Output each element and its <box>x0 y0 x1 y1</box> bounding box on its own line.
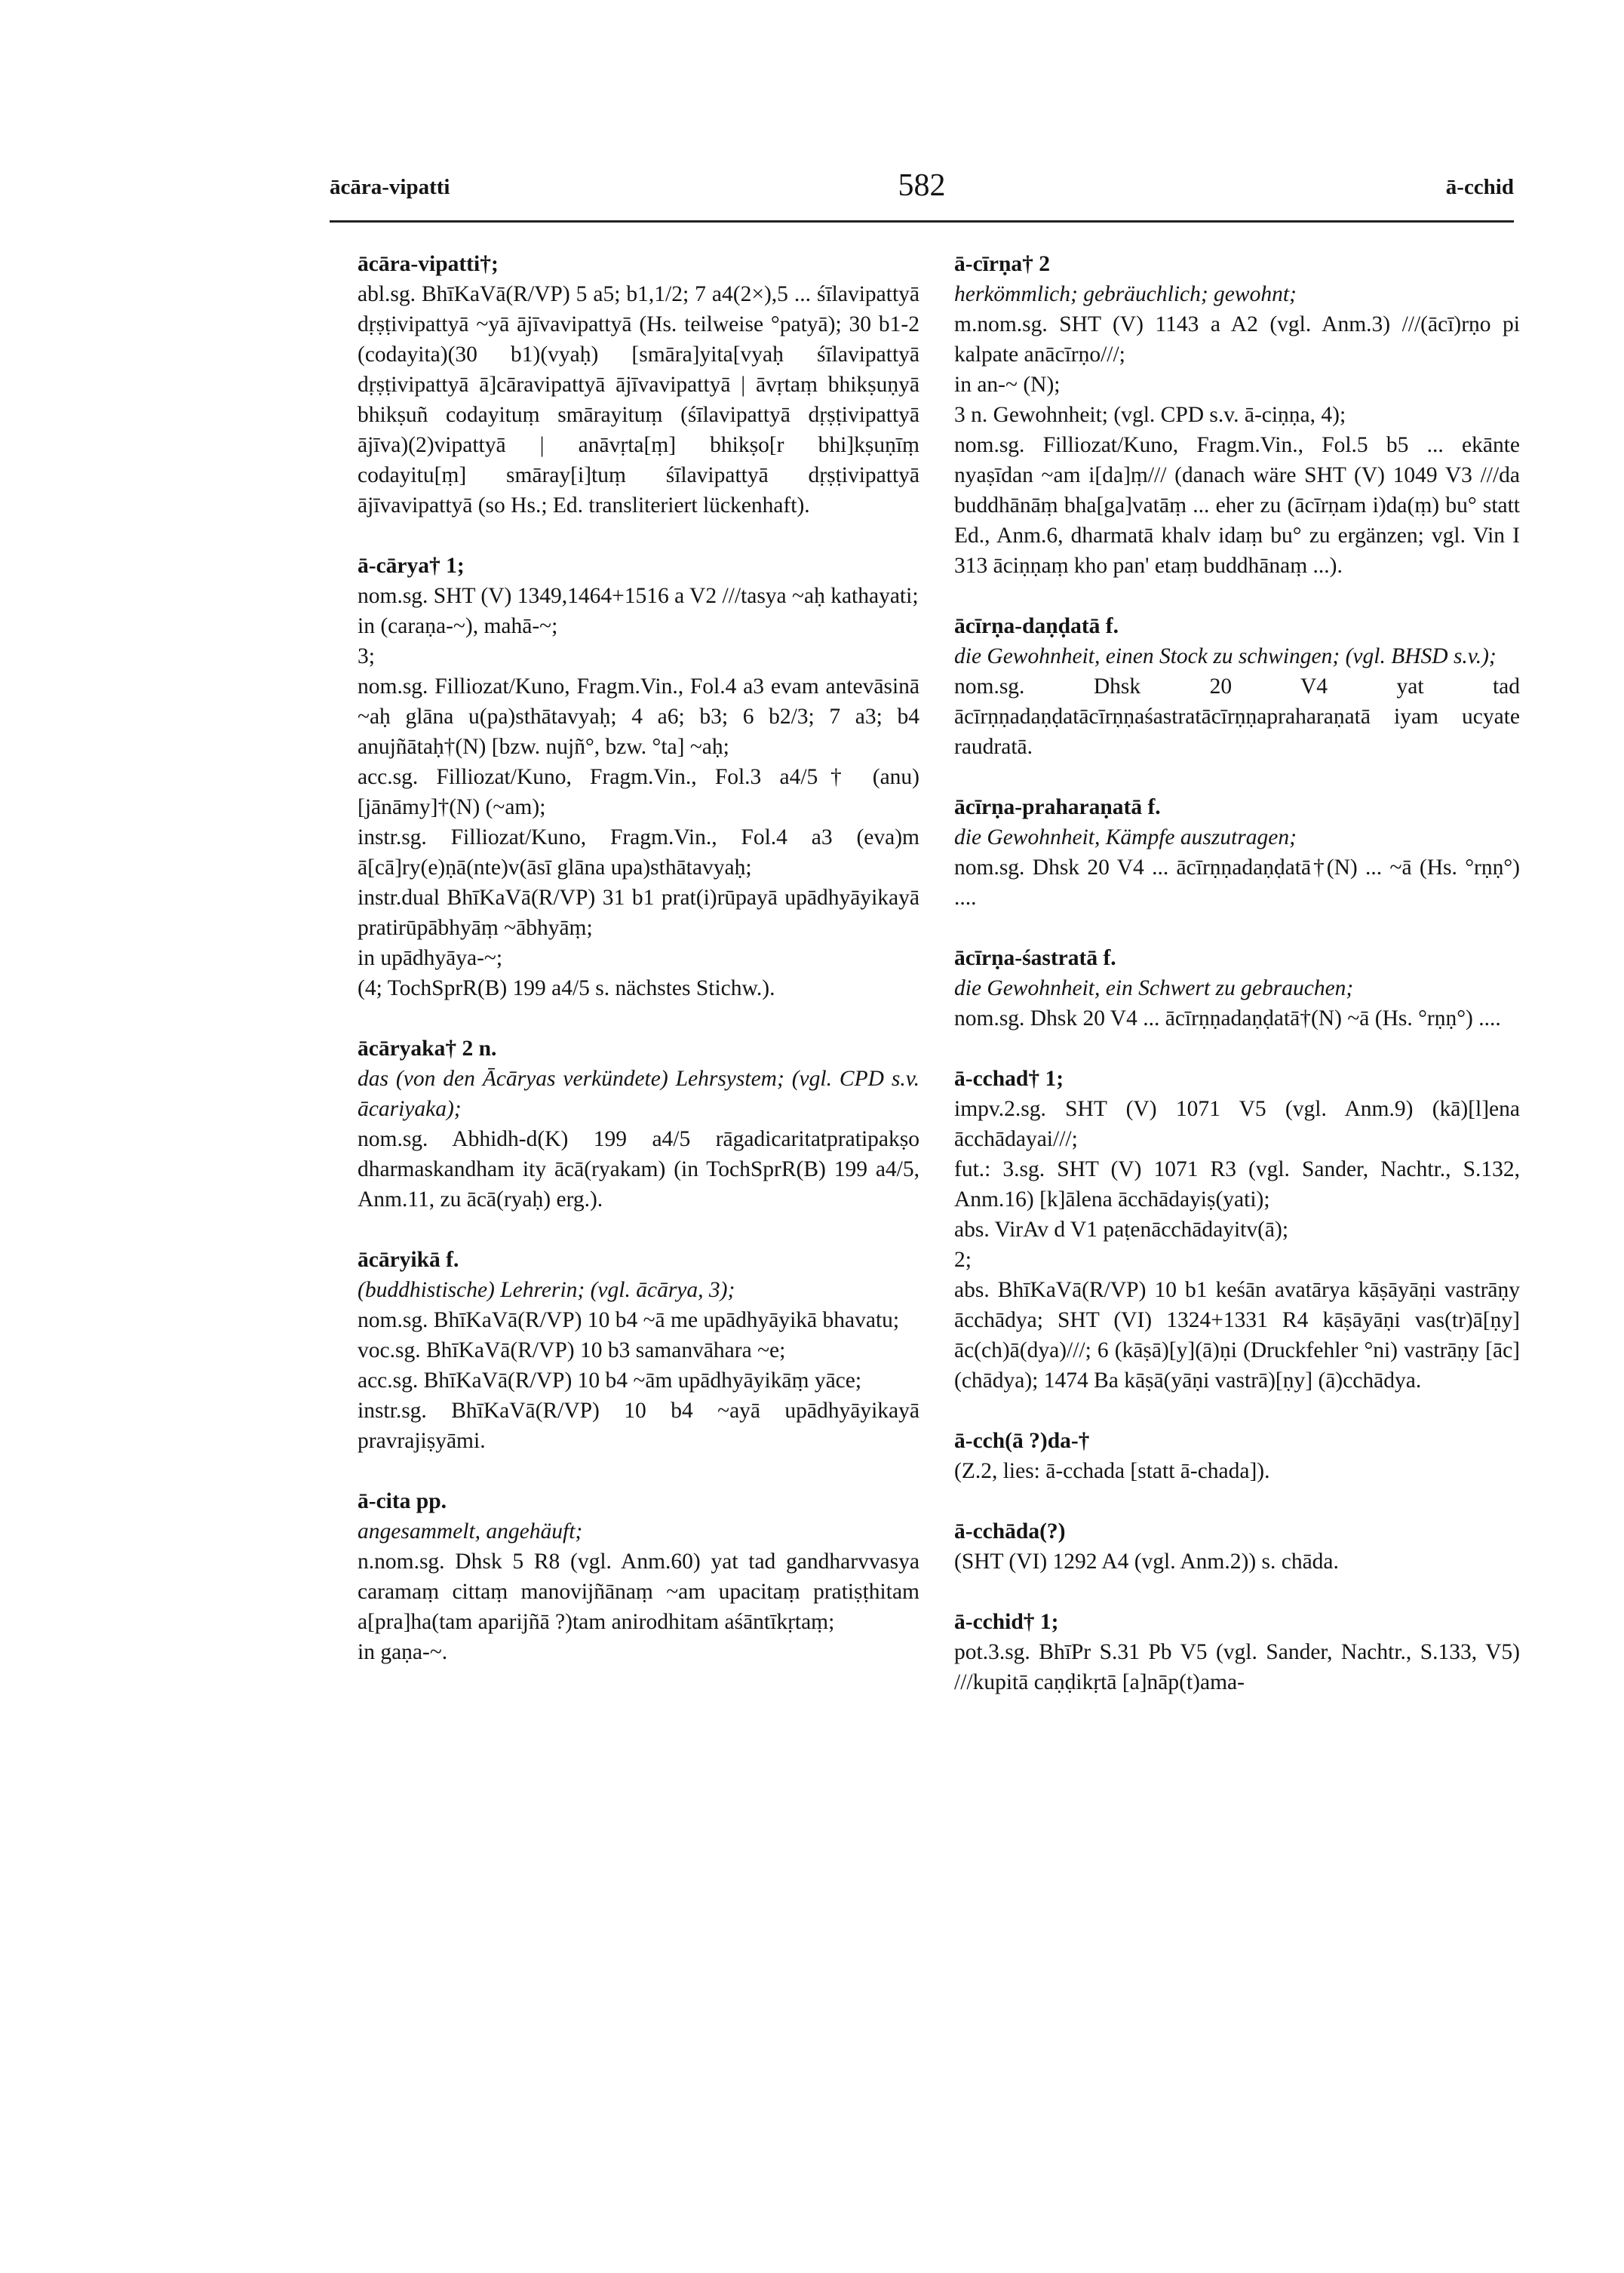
entry-headword: ācāryaka† 2 n. <box>358 1037 497 1061</box>
entry-line: voc.sg. BhīKaVā(R/VP) 10 b3 samanvāhara ~e; <box>358 1338 786 1362</box>
entry-line: (4; TochSprR(B) 199 a4/5 s. nächstes Stichw.). <box>358 976 775 1000</box>
entry-line: nom.sg. Dhsk 20 V4 ... ācīrṇṇadaṇḍatā†(N) ... ~ā (Hs. °rṇṇ°) .... <box>954 855 1520 910</box>
running-head-right: ā-cchid <box>1445 175 1514 199</box>
entry-line: nom.sg. Filliozat/Kuno, Fragm.Vin., Fol.5 b5 ... ekānte nyaṣīdan ~am i[da]ṃ/// (danach wäre SHT (V) 1049 V3 ///da buddhānāṃ bha[ga]vatāṃ ... eher zu (ācīrṇam i)da(ṃ) bu° statt Ed., Anm.6, dharmatā khalv idaṃ bu° zu ergänzen; vgl. Vin I 313 āciṇṇaṃ kho pan' etaṃ buddhānaṃ ...). <box>954 433 1520 578</box>
entry-gloss: die Gewohnheit, ein Schwert zu gebrauchen; <box>954 976 1354 1000</box>
entry-line: m.nom.sg. SHT (V) 1143 a A2 (vgl. Anm.3) ///(ācī)rṇo pi kalpate anācīrṇo///; <box>954 312 1520 367</box>
entry-gloss: das (von den Ācāryas verkündete) Lehrsystem; (vgl. CPD s.v. ācariyaka); <box>358 1067 919 1121</box>
right-column <box>954 249 1520 1728</box>
entry-headword: ācāryikā f. <box>358 1248 459 1272</box>
entry-line: acc.sg. Filliozat/Kuno, Fragm.Vin., Fol.3 a4/5† (anu)[jānāmy]†(N) (~am); <box>358 765 919 819</box>
page-number: 582 <box>898 168 946 203</box>
entry-gloss: (buddhistische) Lehrerin; (vgl. ācārya, 3); <box>358 1278 735 1302</box>
entry-line: pot.3.sg. BhīPr S.31 Pb V5 (vgl. Sander, Nachtr., S.133, V5) ///kupitā caṇḍikṛtā [a]nāp(t)ama- <box>954 1640 1520 1694</box>
entry-a-carya <box>358 551 919 1003</box>
entry-headword: ā-cchid† 1; <box>954 1610 1059 1634</box>
entry-headword: ā-cch(ā ?)da-† <box>954 1429 1090 1453</box>
entry-headword: ā-cīrṇa† 2 <box>954 252 1050 276</box>
entry-line: in upādhyāya-~; <box>358 946 503 970</box>
entry-line: 2; <box>954 1248 972 1272</box>
entry-line: abl.sg. BhīKaVā(R/VP) 5 a5; b1,1/2; 7 a4(2×),5 ... śīlavipattyā dṛṣṭivipattyā ~yā ājīvavipattyā (Hs. teilweise °patyā); 30 b1-2 (codayita)(30 b1)(vyaḥ) [smāra]yita[vyaḥ śīlavipattyā dṛṣṭivipattyā ā]cāravipattyā ājīvavipattyā | āvṛtaṃ bhikṣuṇyā bhikṣuñ codayituṃ smārayituṃ (śīlavipattyā dṛṣṭivipattyā ājīva)(2)vipattyā | anāvṛta[ṃ] bhikṣo[r bhi]kṣuṇīṃ codayitu[ṃ] smāray[i]tuṃ śīlavipattyā dṛṣṭivipattyā ājīvavipattyā (so Hs.; Ed. transliteriert lückenhaft). <box>358 282 919 518</box>
entry-line: acc.sg. BhīKaVā(R/VP) 10 b4 ~ām upādhyāyikāṃ yāce; <box>358 1368 862 1393</box>
entry-a-cchid <box>954 1607 1520 1697</box>
entry-headword: ācīrṇa-śastratā f. <box>954 946 1116 970</box>
entry-acaryika <box>358 1245 919 1456</box>
entry-headword: ācīrṇa-praharaṇatā f. <box>954 795 1161 819</box>
entry-line: nom.sg. Dhsk 20 V4 yat tad ācīrṇṇadaṇḍatācīrṇṇaśastratācīrṇṇapraharaṇatā iyam ucyate raudratā. <box>954 674 1520 759</box>
entry-line: instr.dual BhīKaVā(R/VP) 31 b1 prat(i)rūpayā upādhyāyikayā pratirūpābhyāṃ ~ābhyāṃ; <box>358 886 919 940</box>
entry-line: in an-~ (N); <box>954 373 1061 397</box>
entry-line: nom.sg. BhīKaVā(R/VP) 10 b4 ~ā me upādhyāyikā bhavatu; <box>358 1308 900 1332</box>
entry-line: in (caraṇa-~), mahā-~; <box>358 614 558 638</box>
entry-gloss: die Gewohnheit, Kämpfe auszutragen; <box>954 825 1297 849</box>
entry-acirna-praharanata <box>954 792 1520 913</box>
entry-line: nom.sg. Abhidh-d(K) 199 a4/5 rāgadicaritatpratipakṣo dharmaskandham ity ācā(ryakam) (in TochSprR(B) 199 a4/5, Anm.11, zu ācā(ryaḥ) erg.). <box>358 1127 919 1212</box>
entry-a-cita <box>358 1486 919 1667</box>
entry-a-cchada <box>954 1426 1520 1486</box>
entry-line: 3 n. Gewohnheit; (vgl. CPD s.v. ā-ciṇṇa, 4); <box>954 403 1346 427</box>
entry-acaryaka <box>358 1034 919 1215</box>
entry-line: instr.sg. Filliozat/Kuno, Fragm.Vin., Fol.4 a3 (eva)m ā[cā]ry(e)ṇā(nte)v(āsī glāna upa)sthātavyaḥ; <box>358 825 919 880</box>
entry-line: instr.sg. BhīKaVā(R/VP) 10 b4 ~ayā upādhyāyikayā pravrajiṣyāmi. <box>358 1399 919 1453</box>
running-header <box>330 168 1514 220</box>
entry-line: abs. BhīKaVā(R/VP) 10 b1 keśān avatārya kāṣāyāṇi vastrāṇy ācchādya; SHT (VI) 1324+1331 R4 kāṣāyāṇi vas(tr)ā[ṇy] āc(ch)ā(dya)///; 6 (kāṣā)[y](ā)ṇi (Druckfehler °ni) vastrāṇy [āc](chādya); 1474 Ba kāṣā(yāṇi vastrā)[ṇy] (ā)cchādya. <box>954 1278 1520 1393</box>
entry-headword: ā-cchad† 1; <box>954 1067 1064 1091</box>
entry-acirna-sastrata <box>954 943 1520 1034</box>
entry-line: in gaṇa-~. <box>358 1640 448 1664</box>
left-column <box>358 249 919 1697</box>
entry-line: fut.: 3.sg. SHT (V) 1071 R3 (vgl. Sander, Nachtr., S.132, Anm.16) [k]ālena ācchādayiṣ(yati); <box>954 1157 1520 1212</box>
header-rule <box>330 220 1514 223</box>
entry-gloss: herkömmlich; gebräuchlich; gewohnt; <box>954 282 1297 306</box>
entry-line: (SHT (VI) 1292 A4 (vgl. Anm.2)) s. chāda. <box>954 1550 1339 1574</box>
entry-acara-vipatti <box>358 249 919 521</box>
entry-line: 3; <box>358 644 375 668</box>
entry-line: n.nom.sg. Dhsk 5 R8 (vgl. Anm.60) yat tad gandharvvasya caramaṃ cittaṃ manovijñānaṃ ~am upacitaṃ pratiṣṭhitam a[pra]ha(tam aparijñā ?)tam anirodhitam aśāntīkṛtaṃ; <box>358 1550 919 1634</box>
entry-a-cirna <box>954 249 1520 581</box>
entry-headword: ācāra-vipatti†; <box>358 252 499 276</box>
entry-line: (Z.2, lies: ā-cchada [statt ā-chada]). <box>954 1459 1270 1483</box>
entry-headword: ā-cārya† 1; <box>358 554 465 578</box>
entry-line: nom.sg. Dhsk 20 V4 ... ācīrṇṇadaṇḍatā†(N) ~ā (Hs. °rṇṇ°) .... <box>954 1006 1501 1031</box>
running-head-left: ācāra-vipatti <box>330 175 450 199</box>
entry-headword: ācīrṇa-daṇḍatā f. <box>954 614 1119 638</box>
entry-a-cchad <box>954 1064 1520 1396</box>
entry-gloss: die Gewohnheit, einen Stock zu schwingen; (vgl. BHSD s.v.); <box>954 644 1497 668</box>
entry-line: nom.sg. Filliozat/Kuno, Fragm.Vin., Fol.4 a3 evam antevāsinā ~aḥ glāna u(pa)sthātavyaḥ; 4 a6; b3; 6 b2/3; 7 a3; b4 anujñātaḥ†(N) [bzw. nujñ°, bzw. °ta] ~aḥ; <box>358 674 919 759</box>
entry-acirna-dandata <box>954 611 1520 762</box>
entry-line: nom.sg. SHT (V) 1349,1464+1516 a V2 ///tasya ~aḥ kathayati; <box>358 584 919 608</box>
entry-headword: ā-cchāda(?) <box>954 1519 1066 1543</box>
entry-gloss: angesammelt, angehäuft; <box>358 1519 583 1543</box>
entry-line: impv.2.sg. SHT (V) 1071 V5 (vgl. Anm.9) (kā)[l]ena ācchādayai///; <box>954 1097 1520 1151</box>
entry-a-cchada-uncertain <box>954 1516 1520 1577</box>
entry-headword: ā-cita pp. <box>358 1489 447 1513</box>
entry-line: abs. VirAv d V1 paṭenācchādayitv(ā); <box>954 1218 1289 1242</box>
